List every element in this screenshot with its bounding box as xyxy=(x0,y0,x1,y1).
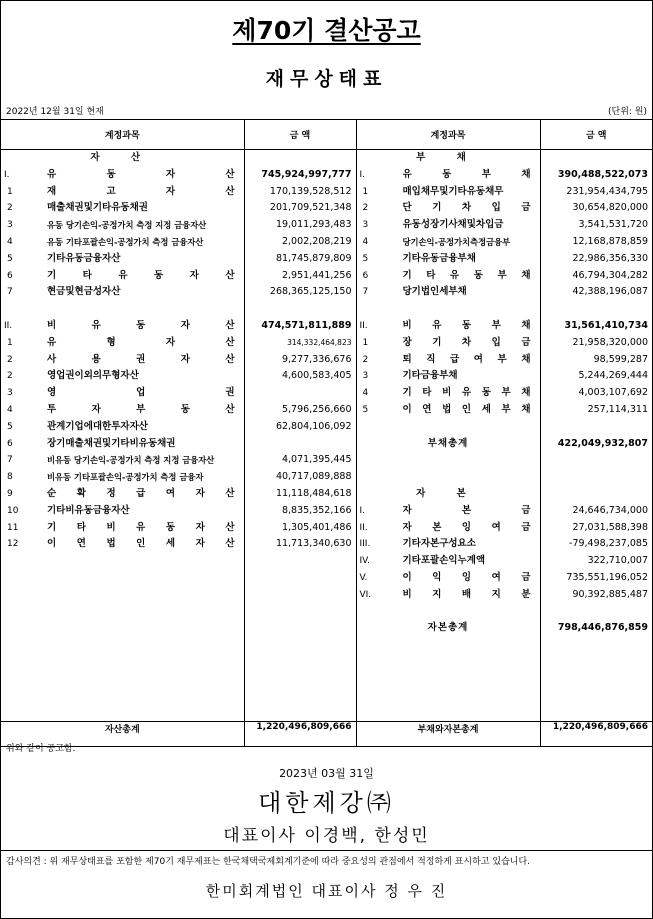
account-row xyxy=(357,587,540,604)
account-row xyxy=(1,335,244,352)
spacer-row xyxy=(541,301,653,318)
account-number: 4 xyxy=(362,236,369,247)
representatives: 대표이사 이경백, 한성민 xyxy=(223,826,430,846)
notice-date: 2023년 03월 31일 xyxy=(279,767,374,780)
account-row xyxy=(357,234,540,251)
account-amount: 390,488,522,073 xyxy=(557,168,648,180)
account-row xyxy=(357,402,540,419)
footer-divider xyxy=(1,850,652,851)
account-number: 7 xyxy=(7,455,13,466)
spacer-row xyxy=(357,604,540,621)
account-number: 2 xyxy=(362,203,369,214)
account-amount: -79,498,237,085 xyxy=(569,538,648,550)
account-amount: 268,365,125,150 xyxy=(269,286,352,298)
account-amount: 8,835,352,166 xyxy=(281,504,352,516)
main-account-row xyxy=(357,318,540,335)
account-label: 기 타 유 동 자 산 xyxy=(47,269,235,281)
account-label: 퇴 직 급 여 부 채 xyxy=(402,353,531,365)
company-name: 대한제강㈜ xyxy=(258,789,395,817)
account-number: 5 xyxy=(7,253,13,264)
total-assets-label: 자산총계 xyxy=(1,722,244,747)
account-label: 유 동 부 채 xyxy=(402,168,531,180)
account-label: 영업권이외의무형자산 xyxy=(47,370,139,382)
spacer-row xyxy=(541,419,653,436)
account-number: 12 xyxy=(7,539,19,550)
account-row xyxy=(1,385,244,402)
account-number: 3 xyxy=(362,371,369,382)
account-label: 기타자본구성요소 xyxy=(402,538,476,550)
main-account-row xyxy=(1,318,244,335)
account-amount: 27,031,588,398 xyxy=(572,521,648,533)
account-label: 자 본 금 xyxy=(402,504,531,516)
account-label: 영 업 권 xyxy=(47,387,235,399)
col-amount-right: 금 액 xyxy=(540,120,652,150)
account-number: 6 xyxy=(362,270,369,281)
account-label: 비 지 배 지 분 xyxy=(402,588,531,600)
account-amount: 11,118,484,618 xyxy=(275,487,352,499)
account-number: 1 xyxy=(7,337,13,348)
liabilities-equity-amounts xyxy=(540,150,652,722)
account-label: 이 익 잉 여 금 xyxy=(402,571,531,583)
account-number: IV. xyxy=(359,556,371,567)
account-amount: 474,571,811,889 xyxy=(261,319,352,331)
account-label: 비 유 동 부 채 xyxy=(402,319,531,331)
subtotal-amount: 422,049,932,807 xyxy=(557,437,648,449)
account-number: 1 xyxy=(362,186,369,197)
account-label: 기타금융부채 xyxy=(402,370,458,382)
account-label: 기타유동금융자산 xyxy=(47,252,121,264)
account-label: 유동 당기손익-공정가치 측정 지정 금융자산 xyxy=(47,220,207,231)
notice-title: 제70기 결산공고 xyxy=(232,16,421,45)
total-assets-value: 1,220,496,809,666 xyxy=(244,722,356,747)
col-account-right: 계정과목 xyxy=(356,120,540,150)
account-row xyxy=(1,520,244,537)
account-label: 투 자 부 동 산 xyxy=(47,403,235,415)
account-number: 2 xyxy=(7,354,13,365)
account-label: 기 타 유 동 부 채 xyxy=(402,269,531,281)
account-amount: 81,745,879,809 xyxy=(275,252,352,264)
account-row xyxy=(1,469,244,486)
account-label: 장기매출채권및기타비유동채권 xyxy=(47,437,176,449)
balance-sheet-table xyxy=(1,119,652,747)
main-account-row xyxy=(357,167,540,184)
account-row xyxy=(357,251,540,268)
account-number: 3 xyxy=(7,388,13,399)
account-label: 당기법인세부채 xyxy=(402,286,467,298)
account-number: III. xyxy=(359,539,371,550)
header-row xyxy=(1,120,652,150)
account-number: 7 xyxy=(7,287,13,298)
account-row xyxy=(1,486,244,503)
account-row xyxy=(357,553,540,570)
account-number: 11 xyxy=(7,522,19,533)
account-amount xyxy=(245,385,356,402)
account-number: 5 xyxy=(7,421,13,432)
account-number: 2 xyxy=(7,371,13,382)
account-row xyxy=(357,520,540,537)
account-amount: 30,654,820,000 xyxy=(572,202,648,214)
account-label: 관계기업에대한투자자산 xyxy=(47,420,148,432)
account-label: 장 기 차 입 금 xyxy=(402,336,531,348)
account-label: 기타유동금융부채 xyxy=(402,252,476,264)
account-amount: 12,168,878,859 xyxy=(572,235,648,247)
account-number: 8 xyxy=(7,472,13,483)
account-number: 6 xyxy=(7,270,13,281)
totals-row xyxy=(1,722,652,747)
section-heading: 자 산 xyxy=(90,152,155,163)
account-amount: 201,709,521,348 xyxy=(269,202,352,214)
account-amount: 5,796,256,660 xyxy=(281,403,352,415)
account-amount: 1,305,401,486 xyxy=(281,521,352,533)
account-row xyxy=(357,503,540,520)
account-row xyxy=(1,184,244,201)
account-label: 이 연 법 인 세 부 채 xyxy=(402,403,531,415)
blank-amount xyxy=(541,486,653,503)
spacer-row xyxy=(357,452,540,469)
assets-labels xyxy=(1,150,244,722)
col-amount-left: 금 액 xyxy=(244,120,356,150)
account-amount: 257,114,311 xyxy=(587,403,648,415)
account-label: 유 동 자 산 xyxy=(47,168,235,180)
account-number: II. xyxy=(359,320,368,331)
account-label: 당기손익-공정가치측정금융부 xyxy=(402,236,511,247)
account-amount: 745,924,997,777 xyxy=(261,168,352,180)
account-amount: 19,011,293,483 xyxy=(275,219,352,231)
liabilities-equity-labels xyxy=(356,150,540,722)
account-amount xyxy=(245,436,356,453)
account-label: 기타비유동금융자산 xyxy=(47,504,130,516)
account-number: I. xyxy=(4,169,10,180)
account-amount: 46,794,304,282 xyxy=(572,269,648,281)
account-row xyxy=(357,184,540,201)
account-number: 5 xyxy=(362,404,369,415)
account-row xyxy=(1,268,244,285)
section-heading: 자 본 xyxy=(416,487,480,499)
spacer-row xyxy=(541,452,653,469)
account-amount: 2,951,441,256 xyxy=(281,269,352,281)
account-label: 기 타 비 유 동 자 산 xyxy=(47,521,235,533)
account-amount: 5,244,269,444 xyxy=(578,370,648,382)
account-label: 현금및현금성자산 xyxy=(47,286,121,298)
account-label: 단 기 차 입 금 xyxy=(402,202,531,214)
account-row xyxy=(1,503,244,520)
account-amount: 231,954,434,795 xyxy=(566,185,648,197)
account-row xyxy=(1,368,244,385)
account-number: 7 xyxy=(362,287,369,298)
account-row xyxy=(357,570,540,587)
blank-amount xyxy=(541,150,653,167)
account-label: 사 용 권 자 산 xyxy=(47,353,235,365)
account-number: 5 xyxy=(362,253,369,264)
account-amount: 314,332,464,823 xyxy=(287,337,352,347)
total-liab-equity-label: 부채와자본총계 xyxy=(356,722,540,747)
account-amount: 322,710,007 xyxy=(587,555,648,567)
account-amount: 9,277,336,676 xyxy=(281,353,352,365)
account-label: 이 연 법 인 세 자 산 xyxy=(47,538,235,550)
spacer-row xyxy=(1,301,244,318)
auditor-name: 한미회계법인 대표이사 정 우 진 xyxy=(205,882,448,900)
account-amount: 2,002,208,219 xyxy=(281,235,352,247)
account-amount: 21,958,320,000 xyxy=(572,336,648,348)
account-number: 9 xyxy=(7,488,13,499)
account-row xyxy=(1,251,244,268)
account-number: 4 xyxy=(7,236,13,247)
notice-statement: 위와 같이 공고함. xyxy=(6,744,76,754)
account-amount: 24,646,734,000 xyxy=(572,504,648,516)
account-row xyxy=(357,536,540,553)
account-amount: 40,717,089,888 xyxy=(275,471,352,483)
account-label: 유 형 자 산 xyxy=(47,336,235,348)
account-label: 비유동 당기손익-공정가치 측정 지정 금융자산 xyxy=(47,455,215,466)
account-number: V. xyxy=(359,572,368,583)
account-label: 비 유 동 자 산 xyxy=(47,319,235,331)
assets-amounts xyxy=(244,150,356,722)
account-number: 2 xyxy=(362,354,369,365)
subtotal-label: 자본총계 xyxy=(427,622,469,634)
account-number: 3 xyxy=(362,220,369,231)
col-account-left: 계정과목 xyxy=(1,120,244,150)
account-amount: 735,551,196,052 xyxy=(566,571,648,583)
account-row xyxy=(1,419,244,436)
account-row xyxy=(1,200,244,217)
account-label: 재 고 자 산 xyxy=(47,185,235,197)
unit-label: (단위: 원) xyxy=(608,107,647,117)
spacer-row xyxy=(357,419,540,436)
account-row xyxy=(1,436,244,453)
blank-amount xyxy=(245,150,356,167)
account-number: 1 xyxy=(7,186,13,197)
account-row xyxy=(357,368,540,385)
account-row xyxy=(1,217,244,234)
spacer-row xyxy=(541,604,653,621)
account-number: II. xyxy=(359,522,368,533)
section-heading: 부 채 xyxy=(416,152,480,163)
account-amount: 4,003,107,692 xyxy=(578,387,648,399)
account-label: 순 확 정 급 여 자 산 xyxy=(47,487,235,499)
account-label: 기 타 비 유 동 부 채 xyxy=(402,387,531,399)
account-amount: 11,713,340,630 xyxy=(275,538,352,550)
account-row xyxy=(357,268,540,285)
account-amount: 90,392,885,487 xyxy=(572,588,648,600)
account-row xyxy=(357,385,540,402)
account-amount: 62,804,106,092 xyxy=(275,420,352,432)
account-amount: 22,986,356,330 xyxy=(572,252,648,264)
account-row xyxy=(357,200,540,217)
account-number: 4 xyxy=(7,404,13,415)
account-row xyxy=(1,452,244,469)
spacer-row xyxy=(357,301,540,318)
spacer-row xyxy=(245,301,356,318)
account-number: I. xyxy=(359,169,366,180)
audit-opinion: 감사의견 : 위 재무상태표를 포함한 제70기 재무제표는 한국채택국제회계기준에 따라 중요성의 관점에서 적정하게 표시하고 있습니다. xyxy=(6,857,531,867)
account-number: 10 xyxy=(7,505,19,516)
account-label: 기타포괄손익누계액 xyxy=(402,555,486,567)
account-label: 매출채권및기타유동채권 xyxy=(47,202,148,214)
account-amount: 42,388,196,087 xyxy=(572,286,648,298)
account-row xyxy=(1,284,244,301)
account-number: VI. xyxy=(359,589,372,600)
account-number: 2 xyxy=(7,203,13,214)
account-row xyxy=(1,536,244,553)
account-row xyxy=(1,402,244,419)
account-label: 비유동 기타포괄손익-공정가치 측정 금융자 xyxy=(47,472,204,483)
account-label: 매입채무및기타유동채무 xyxy=(402,185,504,197)
account-amount: 31,561,410,734 xyxy=(564,319,648,331)
total-liab-equity-value: 1,220,496,809,666 xyxy=(540,722,652,747)
account-amount: 4,071,395,445 xyxy=(281,454,352,466)
account-number: 3 xyxy=(7,220,13,231)
account-number: I. xyxy=(359,505,366,516)
subtotal-amount: 798,446,876,859 xyxy=(557,622,648,634)
account-number: 6 xyxy=(7,438,13,449)
account-row xyxy=(357,217,540,234)
account-row xyxy=(1,352,244,369)
subtotal-label: 부채총계 xyxy=(427,437,469,449)
spacer-row xyxy=(357,469,540,486)
account-amount: 3,541,531,720 xyxy=(578,219,648,231)
account-row xyxy=(357,284,540,301)
statement-title: 재무상태표 xyxy=(265,68,388,90)
account-label: 유동 기타포괄손익-공정가치 측정 금융자산 xyxy=(47,236,204,247)
account-row xyxy=(357,352,540,369)
spacer-row xyxy=(541,469,653,486)
as-of-date: 2022년 12월 31일 현재 xyxy=(6,107,104,117)
main-account-row xyxy=(1,167,244,184)
account-number: 4 xyxy=(362,388,369,399)
account-amount: 4,600,583,405 xyxy=(281,370,352,382)
account-row xyxy=(357,335,540,352)
account-number: 1 xyxy=(362,337,369,348)
account-number: II. xyxy=(4,320,13,331)
account-label: 유동성장기사채및차입금 xyxy=(402,219,504,231)
account-label: 자 본 잉 여 금 xyxy=(402,521,531,533)
account-amount: 98,599,287 xyxy=(593,353,648,365)
account-amount: 170,139,528,512 xyxy=(269,185,352,197)
account-row xyxy=(1,234,244,251)
